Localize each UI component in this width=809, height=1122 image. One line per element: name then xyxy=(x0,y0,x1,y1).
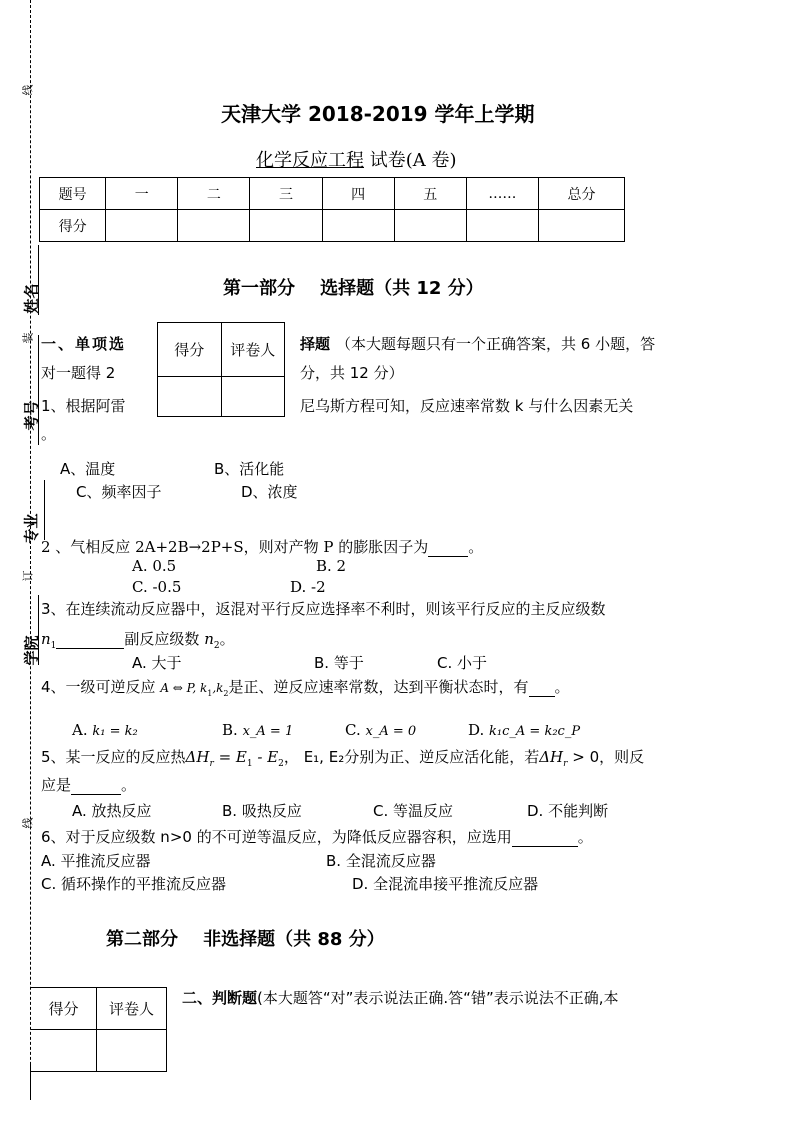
q5-text-b: E₁, E₂分别为正、逆反应活化能，若 xyxy=(303,748,540,766)
q3-n1: n xyxy=(41,630,51,648)
q3-text: 3、在连续流动反应器中，返混对平行反应选择率不利时，则该平行反应的主反应级数 xyxy=(41,600,606,618)
q2-option[interactable]: C. -0.5 xyxy=(132,578,182,596)
q2-text xyxy=(41,536,483,557)
section1-label: 一、单项选 xyxy=(41,335,127,353)
q6-answer-blank[interactable] xyxy=(512,828,578,847)
score-cell[interactable] xyxy=(106,210,178,242)
q4-option[interactable]: D. k₁c_A = k₂c_P xyxy=(468,721,581,739)
q5-line2-text: 应是 xyxy=(41,776,72,794)
q4-option[interactable]: A. k₁ = k₂ xyxy=(72,721,138,739)
q1-option[interactable]: C、频率因子 xyxy=(76,483,162,501)
score-cell[interactable] xyxy=(178,210,250,242)
q5-text: 5、某一反应的反应热$\Delta H_r = E_1 - E_2$， E₁, E₂分别为正、逆反应活化能，若$\Delta H_r > 0$，则反 xyxy=(41,748,645,769)
score-cell[interactable] xyxy=(394,210,466,242)
grader-name-label: 评卷人 xyxy=(97,988,167,1030)
q5-option[interactable]: A. 放热反应 xyxy=(72,802,152,820)
grader-score-label: 得分 xyxy=(31,988,97,1030)
q4-option[interactable]: B. x_A = 1 xyxy=(222,721,294,739)
margin-major-label: 专业 xyxy=(22,513,41,544)
part2-heading: 第二部分 非选择题（共 88 分） xyxy=(106,929,385,950)
exam-version: 试卷(A 卷) xyxy=(369,150,457,171)
score-header-cell: 二 xyxy=(178,178,250,210)
q5-option[interactable]: C. 等温反应 xyxy=(373,802,454,820)
score-cell[interactable] xyxy=(539,210,625,242)
q2-option[interactable]: D. -2 xyxy=(290,578,326,596)
q5-eq: = E xyxy=(218,748,247,766)
q4-end: 。 xyxy=(554,678,570,696)
score-header-cell: 四 xyxy=(322,178,394,210)
binding-line xyxy=(30,0,31,1100)
q6-end: 。 xyxy=(577,828,593,846)
q1-end: 。 xyxy=(41,425,57,443)
q3-option[interactable]: B. 等于 xyxy=(314,654,364,672)
q4-answer-blank[interactable] xyxy=(529,678,555,697)
q2-answer-blank[interactable] xyxy=(428,538,468,557)
q5-minus: - E xyxy=(257,748,279,766)
q6-text xyxy=(41,826,593,847)
q3-line2: $n_1$ 副反应级数 $n_2$。 xyxy=(41,630,235,651)
score-header-cell: 题号 xyxy=(40,178,106,210)
score-cell[interactable] xyxy=(322,210,394,242)
score-header-cell: …… xyxy=(466,178,538,210)
margin-name-label: 姓名 xyxy=(22,283,41,314)
q1-option[interactable]: B、活化能 xyxy=(214,460,285,478)
q5-delta: ΔH xyxy=(539,748,564,766)
section1-desc: （本大题每题只有一个正确答案，共 6 小题，答 xyxy=(336,335,656,353)
margin-number-label: 考号 xyxy=(22,400,41,431)
score-header-cell: 一 xyxy=(106,178,178,210)
q6-option[interactable]: D. 全混流串接平推流反应器 xyxy=(352,875,539,893)
grader-score-label: 得分 xyxy=(158,323,222,377)
q3-end: 。 xyxy=(219,630,235,648)
course-name: 化学反应工程 xyxy=(256,150,364,171)
name-field-line xyxy=(38,245,39,315)
q2-question: 2 、气相反应 2A+2B→2P+S，则对产物 P 的膨胀因子为 xyxy=(41,538,429,556)
q3-n2: n xyxy=(204,630,214,648)
part1-heading: 第一部分 选择题（共 12 分） xyxy=(223,278,484,299)
q5-answer-blank[interactable] xyxy=(71,776,121,795)
score-header-cell: 总分 xyxy=(539,178,625,210)
q1-text-a: 1、根据阿雷 xyxy=(41,397,126,415)
section1-desc-3: 分，共 12 分） xyxy=(300,364,404,382)
q3-answer-blank[interactable] xyxy=(56,630,124,649)
part1-grader-box xyxy=(157,322,285,417)
q1-option[interactable]: D、浓度 xyxy=(241,483,298,501)
part2-grader-box xyxy=(31,987,167,1072)
q2-option[interactable]: B. 2 xyxy=(316,557,347,575)
q6-option[interactable]: C. 循环操作的平推流反应器 xyxy=(41,875,227,893)
score-header-cell: 五 xyxy=(394,178,466,210)
q4-text-b: 是正、逆反应速率常数，达到平衡状态时，有 xyxy=(228,678,529,696)
margin-line-top: 线 xyxy=(21,84,35,96)
q6-option[interactable]: A. 平推流反应器 xyxy=(41,852,151,870)
q5-text-a: 5、某一反应的反应热 xyxy=(41,748,186,766)
q4-text-a: 4、一级可逆反应 xyxy=(41,678,156,696)
q1-option[interactable]: A、温度 xyxy=(60,460,116,478)
q3-option[interactable]: A. 大于 xyxy=(132,654,182,672)
q6-question: 6、对于反应级数 n>0 的不可逆等温反应，为降低反应器容积，应选用 xyxy=(41,828,512,846)
q2-end: 。 xyxy=(468,538,484,556)
course-title xyxy=(256,146,457,172)
q5-end: 。 xyxy=(121,776,137,794)
margin-line-bottom: 线 xyxy=(21,817,35,829)
grader-score-input[interactable] xyxy=(31,1030,97,1072)
grader-name-label: 评卷人 xyxy=(221,323,285,377)
q4-text: 4、一级可逆反应 A ⇔ P, $k_1,k_2$是正、逆反应速率常数，达到平衡状态时，有 。 xyxy=(41,678,570,698)
q5-option[interactable]: D. 不能判断 xyxy=(527,802,609,820)
grader-name-input[interactable] xyxy=(221,377,285,417)
section1-label-cont: 择题 xyxy=(300,335,331,353)
q5-formula: ΔH xyxy=(185,748,210,766)
college-field-line xyxy=(38,595,39,665)
score-cell[interactable] xyxy=(466,210,538,242)
margin-bind-label: 装 xyxy=(21,332,35,344)
number-field-line xyxy=(38,335,39,445)
margin-order-label: 订 xyxy=(21,570,35,582)
major-field-line xyxy=(44,480,45,540)
q5-gt: > 0，则反 xyxy=(572,748,645,766)
q5-line2 xyxy=(41,774,136,795)
q4-option[interactable]: C. x_A = 0 xyxy=(345,721,417,739)
margin-college-label: 学院 xyxy=(22,635,41,666)
q6-option[interactable]: B. 全混流反应器 xyxy=(326,852,436,870)
section1-desc-2: 对一题得 2 xyxy=(41,364,116,382)
q5-option[interactable]: B. 吸热反应 xyxy=(222,802,302,820)
grader-name-input[interactable] xyxy=(97,1030,167,1072)
section2-desc: (本大题答“对”表示说法正确.答“错”表示说法不正确,本 xyxy=(257,989,619,1007)
grader-score-input[interactable] xyxy=(158,377,222,417)
q3-mid: 副反应级数 xyxy=(124,630,200,648)
section2-label: 二、判断题 xyxy=(182,989,258,1007)
q4-formula: A ⇔ P, k xyxy=(160,681,208,695)
score-table xyxy=(39,177,625,242)
q2-option[interactable]: A. 0.5 xyxy=(132,557,177,575)
q1-text-b: 尼乌斯方程可知，反应速率常数 k 与什么因素无关 xyxy=(300,397,634,415)
score-header-cell: 三 xyxy=(250,178,322,210)
score-cell[interactable] xyxy=(250,210,322,242)
score-row-label: 得分 xyxy=(40,210,106,242)
q3-option[interactable]: C. 小于 xyxy=(437,654,488,672)
section2-intro xyxy=(182,987,619,1008)
exam-title: 天津大学 2018-2019 学年上学期 xyxy=(221,102,535,126)
